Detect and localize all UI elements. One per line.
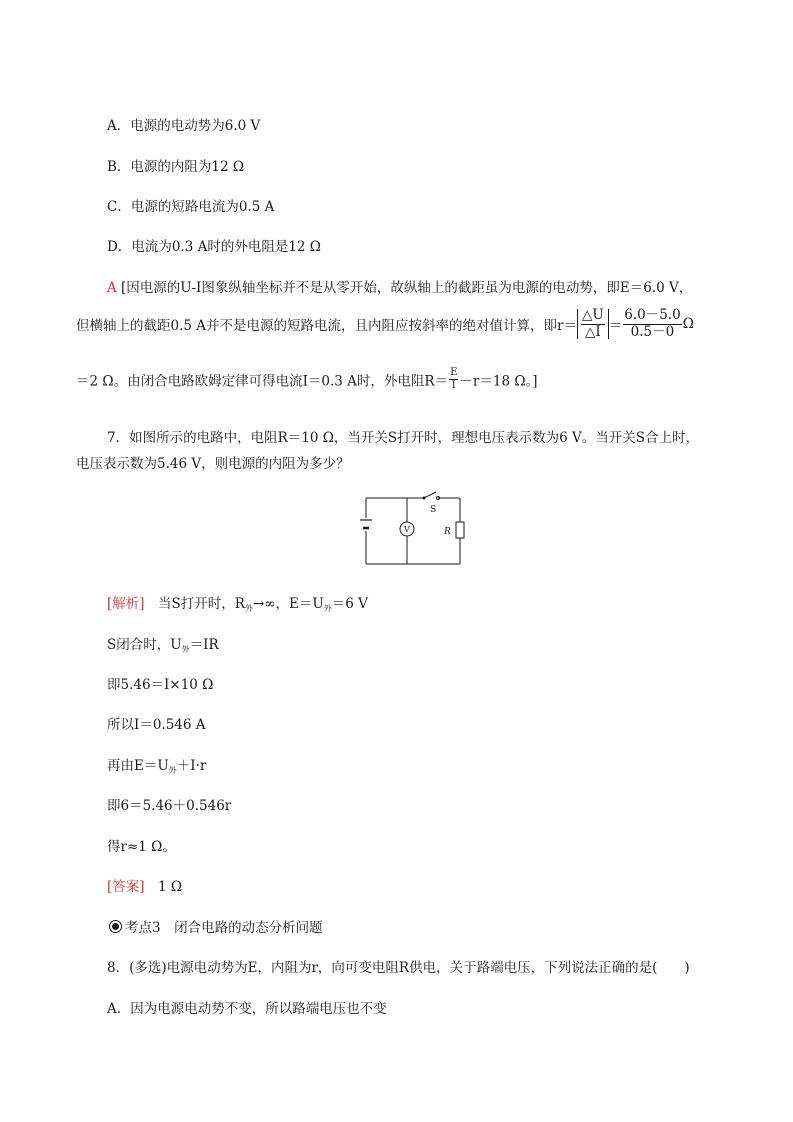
calc-numerator: 6.0－5.0 xyxy=(624,307,681,323)
solution6-line2 xyxy=(76,309,694,339)
voltmeter-icon xyxy=(400,522,414,536)
delta-fraction xyxy=(581,309,605,339)
analysis-step6: 即6＝5.46＋0.546r xyxy=(107,798,232,814)
battery-icon xyxy=(360,520,372,528)
option-b: B．电源的内阻为12 Ω xyxy=(107,159,245,175)
switch-label: S xyxy=(430,505,437,515)
analysis-step1 xyxy=(107,592,368,614)
e-numerator: E xyxy=(450,367,458,378)
analysis-text: ＝6 V xyxy=(331,596,368,612)
subscript: 外 xyxy=(244,604,253,613)
e-over-i-fraction xyxy=(449,368,458,391)
resistor-label: R xyxy=(444,527,451,537)
answer-letter: A xyxy=(107,280,117,296)
solution6-text4: －r＝18 Ω。] xyxy=(459,373,538,390)
i-denominator: I xyxy=(451,380,456,391)
circuit-diagram xyxy=(352,488,472,568)
omega-unit: Ω xyxy=(682,316,694,332)
option-d: D．电流为0.3 A时的外电阻是12 Ω xyxy=(107,239,321,255)
analysis-text: 当S打开时，R xyxy=(144,596,245,612)
slope-abs-value xyxy=(577,309,609,339)
problem7-line2: 电压表示数为5.46 V，则电源的内阻为多少？ xyxy=(76,456,350,472)
analysis-text: 再由E＝U xyxy=(107,758,169,774)
problem7-line1: 7．如图所示的电路中，电阻R＝10 Ω，当开关S打开时，理想电压表示数为6 V。当开关S合上时， xyxy=(107,430,700,446)
subscript: 外 xyxy=(323,604,332,613)
analysis-tag: [解析] xyxy=(107,596,145,612)
topic-heading xyxy=(109,916,323,936)
slope-calc-fraction xyxy=(623,309,681,339)
analysis-step2 xyxy=(107,633,219,655)
problem8-option-a: A．因为电源电动势不变，所以路端电压也不变 xyxy=(107,1001,387,1017)
switch-icon xyxy=(423,492,440,500)
analysis-text: ＋I·r xyxy=(176,758,207,774)
voltmeter-label: V xyxy=(404,525,410,534)
delta-u: △U xyxy=(581,307,604,323)
calc-denominator: 0.5－0 xyxy=(630,323,675,340)
answer-value: 1 Ω xyxy=(144,879,183,895)
topic-text: 考点3 闭合电路的动态分析问题 xyxy=(125,920,323,936)
solution6-text3: ＝2 Ω。由闭合电路欧姆定律可得电流I＝0.3 A时，外电阻R＝ xyxy=(76,373,449,390)
answer-tag: [答案] xyxy=(107,879,145,895)
solution6-text1: [因电源的U-I图象纵轴坐标并不是从零开始，故纵轴上的截距虽为电源的电动势，即E＝6.0 V， xyxy=(116,280,693,296)
topic-bullet-icon xyxy=(109,920,122,933)
resistor-icon xyxy=(456,522,464,538)
subscript: 外 xyxy=(168,766,177,775)
analysis-step4: 所以I＝0.546 A xyxy=(107,717,206,733)
problem8-stem: 8．(多选)电源电动势为E，内阻为r，向可变电阻R供电，关于路端电压，下列说法正确的是( ) xyxy=(107,960,690,976)
analysis-step7: 得r≈1 Ω。 xyxy=(107,839,176,855)
subscript: 外 xyxy=(181,645,190,654)
analysis-step3: 即5.46＝I×10 Ω xyxy=(107,677,214,693)
answer-line xyxy=(107,875,182,895)
analysis-text: S闭合时，U xyxy=(107,637,182,653)
analysis-step5 xyxy=(107,754,206,776)
option-c: C．电源的短路电流为0.5 A xyxy=(107,199,275,215)
analysis-text: ＝IR xyxy=(189,637,219,653)
equals-sign: ＝ xyxy=(608,318,623,334)
analysis-text: →∞，E＝U xyxy=(252,596,324,612)
solution6-line3 xyxy=(76,368,538,391)
solution6-line1 xyxy=(107,276,692,296)
delta-i: △I xyxy=(584,323,601,340)
option-a: A．电源的电动势为6.0 V xyxy=(107,118,261,134)
solution6-text2: 但横轴上的截距0.5 A并不是电源的短路电流，且内阻应按斜率的绝对值计算，即r＝ xyxy=(76,318,577,334)
